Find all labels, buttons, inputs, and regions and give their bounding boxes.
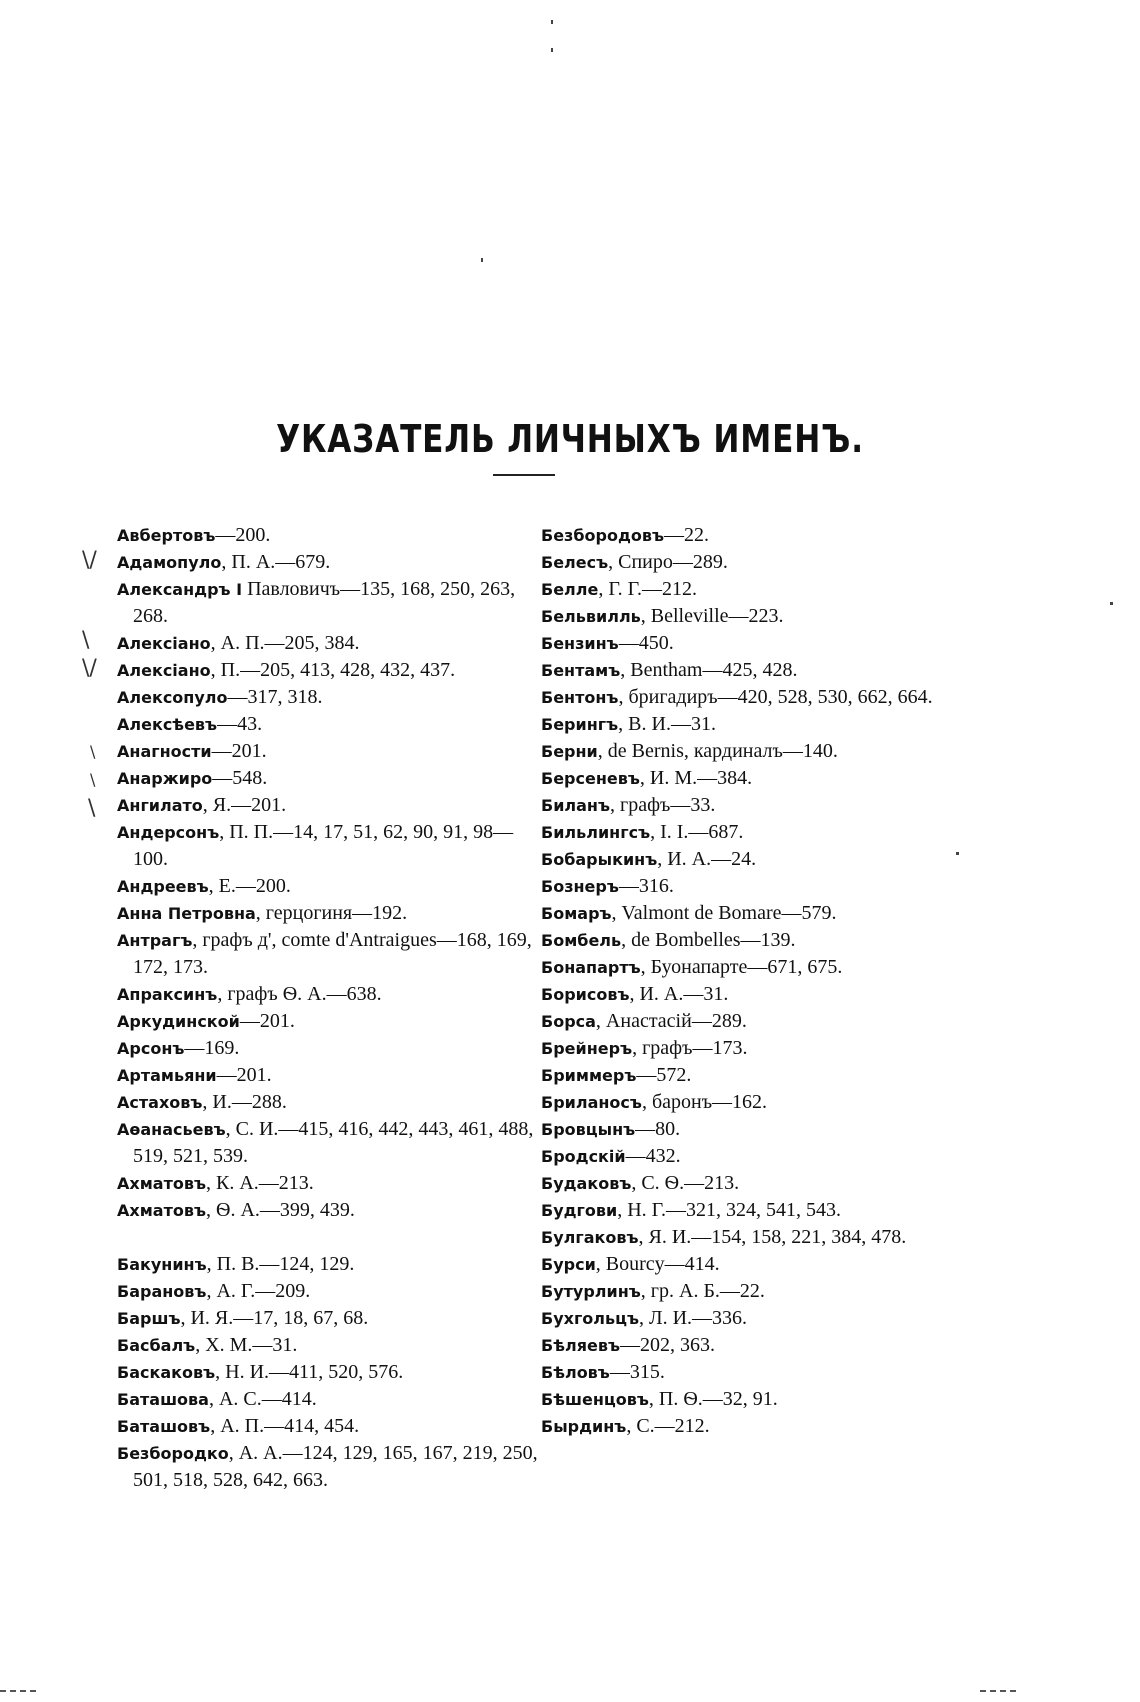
entry-references: , Спиро—289. — [608, 551, 728, 573]
entry-references: , А. А.—124, 129, 165, 167, 219, 250, 501, 518, 528, 642, 663. — [133, 1442, 538, 1491]
index-entry — [541, 819, 971, 846]
entry-name: Баршъ — [117, 1309, 181, 1328]
entry-references: , Н. И.—411, 520, 576. — [215, 1361, 404, 1383]
entry-references: , Г. Г.—212. — [598, 578, 697, 600]
entry-references: , П. А.—679. — [221, 551, 331, 573]
entry-name: Бровцынъ — [541, 1120, 636, 1139]
entry-name: Бухгольцъ — [541, 1309, 640, 1328]
entry-references: —315. — [609, 1361, 665, 1383]
index-entry — [541, 1413, 971, 1440]
footer-divider — [0, 1690, 36, 1692]
entry-name: Апраксинъ — [117, 985, 218, 1004]
index-entry — [541, 1170, 971, 1197]
index-entry — [117, 738, 547, 765]
entry-name: Анна Петровна — [117, 904, 256, 923]
index-entry — [541, 1035, 971, 1062]
index-entry — [117, 1305, 547, 1332]
entry-references: —43. — [217, 713, 263, 735]
entry-references: —201. — [211, 740, 267, 762]
entry-references: —80. — [635, 1118, 681, 1140]
entry-name: Александръ I — [117, 580, 243, 599]
entry-references: , Belleville—223. — [640, 605, 784, 627]
margin-checkmark: \/ — [82, 656, 97, 681]
entry-name: Баташовъ — [117, 1417, 211, 1436]
margin-checkmark: \ — [90, 742, 96, 761]
entry-references: —202, 363. — [619, 1334, 715, 1356]
entry-name: Бриланосъ — [541, 1093, 642, 1112]
entry-name: Барановъ — [117, 1282, 207, 1301]
entry-references: , А. П.—205, 384. — [210, 632, 360, 654]
index-entry — [541, 1143, 971, 1170]
index-entry — [117, 792, 547, 819]
entry-references: , А. Г.—209. — [206, 1280, 311, 1302]
index-entry — [117, 1413, 547, 1440]
entry-references: , И.—288. — [202, 1091, 287, 1113]
entry-references: , П. П.—14, 17, 51, 62, 90, 91, 98—100. — [133, 821, 514, 870]
entry-name: Бырдинъ — [541, 1417, 627, 1436]
entry-references: , Н. Г.—321, 324, 541, 543. — [617, 1199, 841, 1221]
entry-references: , Я.—201. — [202, 794, 287, 816]
index-entry — [541, 765, 971, 792]
entry-references: , Ѳ. А.—399, 439. — [206, 1199, 355, 1221]
index-entry — [541, 846, 971, 873]
entry-name: Андреевъ — [117, 877, 209, 896]
index-entry — [117, 873, 547, 900]
entry-name: Алексіано — [117, 634, 211, 653]
index-entry — [541, 1008, 971, 1035]
entry-references: —200. — [215, 524, 271, 546]
margin-checkmark: \ — [90, 770, 96, 789]
index-entry — [541, 576, 971, 603]
footer-divider — [980, 1690, 1016, 1692]
index-entry — [117, 927, 547, 981]
entry-references: , П. В.—124, 129. — [206, 1253, 355, 1275]
entry-name: Ангилато — [117, 796, 203, 815]
index-entry — [117, 1251, 547, 1278]
entry-references: , А. П.—414, 454. — [210, 1415, 360, 1437]
entry-references: , Х. М.—31. — [195, 1334, 298, 1356]
entry-name: Бакунинъ — [117, 1255, 207, 1274]
entry-name: Алексопуло — [117, 688, 228, 707]
entry-name: Аѳанасьевъ — [117, 1120, 226, 1139]
index-entry — [117, 657, 547, 684]
entry-name: Авбертовъ — [117, 526, 216, 545]
entry-name: Будгови — [541, 1201, 618, 1220]
entry-name: Будаковъ — [541, 1174, 632, 1193]
speck — [551, 48, 553, 52]
entry-references: , Bourcy—414. — [595, 1253, 720, 1275]
margin-checkmark: \ — [88, 796, 96, 821]
entry-name: Бентонъ — [541, 688, 619, 707]
entry-references: —201. — [239, 1010, 295, 1032]
index-entry — [117, 1170, 547, 1197]
entry-references: , Анастасій—289. — [595, 1010, 747, 1032]
index-entry — [117, 549, 547, 576]
entry-name: Баташова — [117, 1390, 209, 1409]
index-entry — [117, 1008, 547, 1035]
index-entry — [541, 1332, 971, 1359]
index-entry — [541, 1278, 971, 1305]
entry-references: , П.—205, 413, 428, 432, 437. — [210, 659, 456, 681]
entry-references: , Bentham—425, 428. — [620, 659, 798, 681]
entry-references: , Буонапарте—671, 675. — [640, 956, 843, 978]
entry-references: , графъ—33. — [610, 794, 716, 816]
entry-name: Белесъ — [541, 553, 609, 572]
index-entry — [541, 711, 971, 738]
entry-name: Бельвилль — [541, 607, 641, 626]
index-entry — [541, 792, 971, 819]
index-entry — [117, 1089, 547, 1116]
entry-references: , С. И.—415, 416, 442, 443, 461, 488, 519, 521, 539. — [133, 1118, 534, 1167]
entry-references: , С.—212. — [626, 1415, 710, 1437]
index-entry — [117, 1035, 547, 1062]
index-entry — [541, 1386, 971, 1413]
index-entry — [541, 1359, 971, 1386]
entry-references: , гр. А. Б.—22. — [640, 1280, 765, 1302]
entry-references: , de Bombelles—139. — [621, 929, 796, 951]
title-divider — [493, 474, 555, 476]
entry-references: —317, 318. — [227, 686, 323, 708]
index-entry — [117, 900, 547, 927]
entry-references: , de Bernis, кардиналъ—140. — [597, 740, 838, 762]
entry-references: , В. И.—31. — [618, 713, 716, 735]
index-entry — [117, 576, 547, 630]
entry-name: Белле — [541, 580, 599, 599]
entry-name: Биланъ — [541, 796, 610, 815]
index-entry — [541, 1305, 971, 1332]
entry-name: Берингъ — [541, 715, 619, 734]
entry-references: , бригадиръ—420, 528, 530, 662, 664. — [618, 686, 933, 708]
entry-name: Ахматовъ — [117, 1201, 206, 1220]
entry-references: , Л. И.—336. — [639, 1307, 748, 1329]
entry-references: , I. I.—687. — [650, 821, 744, 843]
entry-name: Антрагъ — [117, 931, 193, 950]
entry-name: Борисовъ — [541, 985, 630, 1004]
entry-name: Аркудинской — [117, 1012, 240, 1031]
index-entry — [541, 900, 971, 927]
speck — [551, 20, 553, 24]
entry-name: Баскаковъ — [117, 1363, 216, 1382]
entry-name: Басбалъ — [117, 1336, 196, 1355]
index-entry — [541, 981, 971, 1008]
entry-name: Артамьяни — [117, 1066, 217, 1085]
entry-references: , П. Ѳ.—32, 91. — [648, 1388, 778, 1410]
entry-name: Алексѣевъ — [117, 715, 218, 734]
section-gap — [117, 1224, 547, 1251]
entry-references: —169. — [184, 1037, 240, 1059]
index-entry — [117, 1332, 547, 1359]
entry-references: —432. — [625, 1145, 681, 1167]
entry-name: Бомбель — [541, 931, 622, 950]
entry-references: —22. — [664, 524, 710, 546]
index-entry — [541, 1197, 971, 1224]
entry-name: Ахматовъ — [117, 1174, 206, 1193]
index-entry — [541, 1089, 971, 1116]
entry-name: Адамопуло — [117, 553, 222, 572]
entry-references: Павловичъ—135, 168, 250, 263, 268. — [133, 578, 516, 627]
entry-name: Анагности — [117, 742, 212, 761]
index-entry — [117, 1062, 547, 1089]
entry-name: Арсонъ — [117, 1039, 185, 1058]
index-entry — [541, 630, 971, 657]
entry-references: , А. С.—414. — [208, 1388, 317, 1410]
entry-references: —316. — [618, 875, 674, 897]
entry-references: —450. — [618, 632, 674, 654]
index-entry — [117, 819, 547, 873]
entry-name: Борса — [541, 1012, 596, 1031]
entry-references: —572. — [636, 1064, 692, 1086]
index-entry — [117, 1440, 547, 1494]
entry-name: Бознеръ — [541, 877, 619, 896]
entry-name: Андерсонъ — [117, 823, 220, 842]
index-entry — [117, 981, 547, 1008]
entry-references: , И. Я.—17, 18, 67, 68. — [180, 1307, 369, 1329]
entry-name: Бильлингсъ — [541, 823, 651, 842]
index-entry — [117, 1197, 547, 1224]
entry-name: Булгаковъ — [541, 1228, 639, 1247]
index-entry — [541, 738, 971, 765]
entry-name: Бутурлинъ — [541, 1282, 641, 1301]
entry-references: —201. — [216, 1064, 272, 1086]
entry-references: , графъ д', comte d'Antraigues—168, 169, 172, 173. — [133, 929, 532, 978]
entry-name: Безбородовъ — [541, 526, 665, 545]
entry-name: Бѣляевъ — [541, 1336, 620, 1355]
entry-name: Берсеневъ — [541, 769, 640, 788]
speck — [1110, 602, 1113, 605]
index-entry — [541, 1116, 971, 1143]
entry-name: Берни — [541, 742, 598, 761]
entry-name: Бомаръ — [541, 904, 612, 923]
index-entry — [541, 657, 971, 684]
entry-name: Анаржиро — [117, 769, 213, 788]
entry-name: Бродскій — [541, 1147, 626, 1166]
entry-references: —548. — [212, 767, 268, 789]
entry-references: , баронъ—162. — [641, 1091, 768, 1113]
index-entry — [117, 522, 547, 549]
entry-name: Бѣшенцовъ — [541, 1390, 649, 1409]
entry-references: , И. А.—31. — [629, 983, 729, 1005]
entry-name: Бензинъ — [541, 634, 619, 653]
index-entry — [117, 1116, 547, 1170]
index-entry — [541, 1062, 971, 1089]
entry-name: Бриммеръ — [541, 1066, 637, 1085]
entry-name: Астаховъ — [117, 1093, 203, 1112]
index-column-left — [117, 522, 547, 1494]
entry-name: Алексіано — [117, 661, 211, 680]
entry-references: , К. А.—213. — [206, 1172, 314, 1194]
entry-references: , С. Ѳ.—213. — [631, 1172, 740, 1194]
entry-references: , Я. И.—154, 158, 221, 384, 478. — [638, 1226, 907, 1248]
entry-references: , Е.—200. — [208, 875, 291, 897]
entry-name: Бурси — [541, 1255, 596, 1274]
entry-name: Бонапартъ — [541, 958, 641, 977]
index-entry — [541, 603, 971, 630]
index-entry — [117, 630, 547, 657]
page-title: УКАЗАТЕЛЬ ЛИЧНЫХЪ ИМЕНЪ. — [276, 417, 864, 462]
entry-references: , графъ Ѳ. А.—638. — [217, 983, 382, 1005]
margin-checkmark: \/ — [82, 548, 97, 573]
index-entry — [541, 684, 971, 711]
speck — [481, 258, 483, 262]
entry-references: , графъ—173. — [632, 1037, 748, 1059]
index-entry — [117, 1278, 547, 1305]
index-entry — [117, 684, 547, 711]
entry-references: , Valmont de Bomare—579. — [611, 902, 837, 924]
margin-checkmark: \ — [82, 628, 90, 653]
index-entry — [117, 1359, 547, 1386]
index-entry — [541, 927, 971, 954]
index-entry — [117, 711, 547, 738]
entry-name: Безбородко — [117, 1444, 229, 1463]
index-column-right — [541, 522, 971, 1440]
index-entry — [541, 522, 971, 549]
entry-name: Бентамъ — [541, 661, 621, 680]
entry-name: Бѣловъ — [541, 1363, 610, 1382]
index-entry — [117, 765, 547, 792]
entry-references: , И. А.—24. — [657, 848, 757, 870]
entry-name: Бобарыкинъ — [541, 850, 658, 869]
index-entry — [541, 549, 971, 576]
index-entry — [117, 1386, 547, 1413]
index-entry — [541, 1224, 971, 1251]
index-entry — [541, 873, 971, 900]
entry-name: Брейнеръ — [541, 1039, 633, 1058]
entry-references: , герцогиня—192. — [255, 902, 408, 924]
index-entry — [541, 1251, 971, 1278]
index-entry — [541, 954, 971, 981]
entry-references: , И. М.—384. — [639, 767, 753, 789]
